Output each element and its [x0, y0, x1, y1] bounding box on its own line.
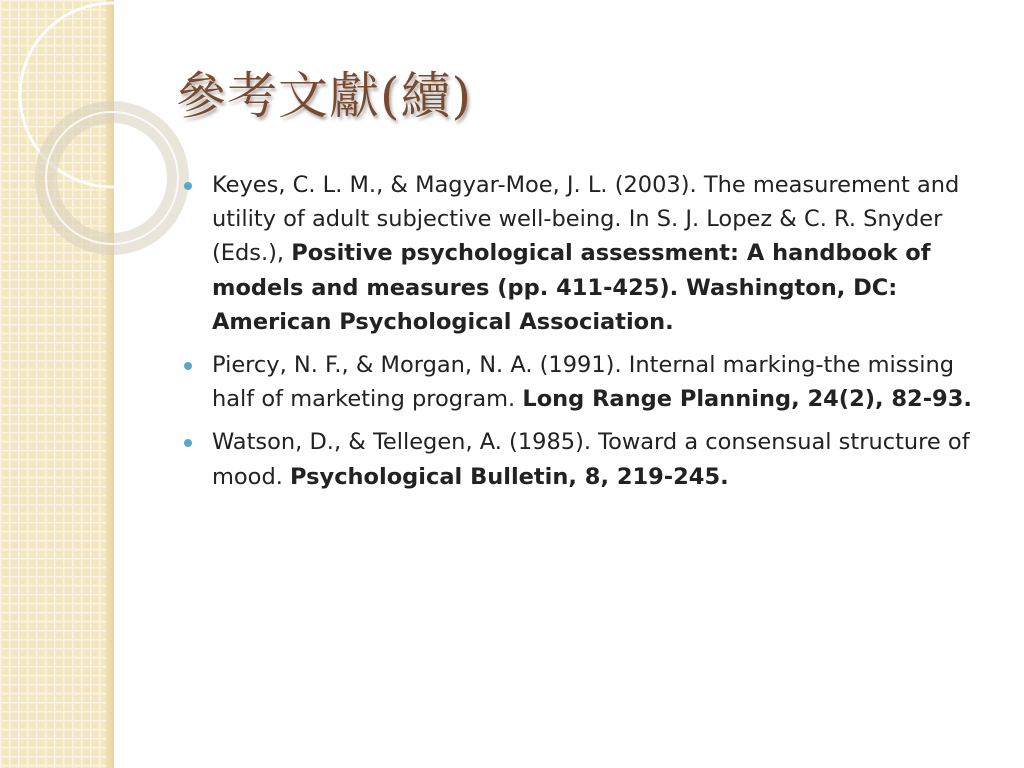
bullet-icon — [184, 362, 192, 370]
reference-list — [178, 168, 988, 503]
reference-item — [178, 425, 988, 493]
reference-text: Watson, D., & Tellegen, A. (1985). Toward a consensual structure of mood. — [212, 429, 970, 490]
reference-source: Positive psychological assessment: A handbook of models and measures (pp. 411-425). Washington, DC: American Psychological Association. — [212, 240, 931, 335]
decorative-circles — [0, 0, 200, 300]
reference-text: Piercy, N. F., & Morgan, N. A. (1991). Internal marking-the missing half of marketing program. — [212, 352, 955, 413]
decorative-ring-inner — [46, 112, 178, 244]
bullet-icon — [184, 182, 192, 190]
bullet-icon — [184, 439, 192, 447]
reference-text: Keyes, C. L. M., & Magyar-Moe, J. L. (2003). The measurement and utility of adult subjective well-being. In S. J. Lopez & C. R. Snyder (Eds.), — [212, 172, 960, 267]
reference-source: Long Range Planning, 24(2), 82-93. — [522, 386, 972, 413]
reference-item — [178, 348, 988, 416]
reference-item — [178, 168, 988, 339]
reference-source: Psychological Bulletin, 8, 219-245. — [290, 463, 729, 490]
slide-title: 參考文獻(續) — [176, 67, 473, 125]
